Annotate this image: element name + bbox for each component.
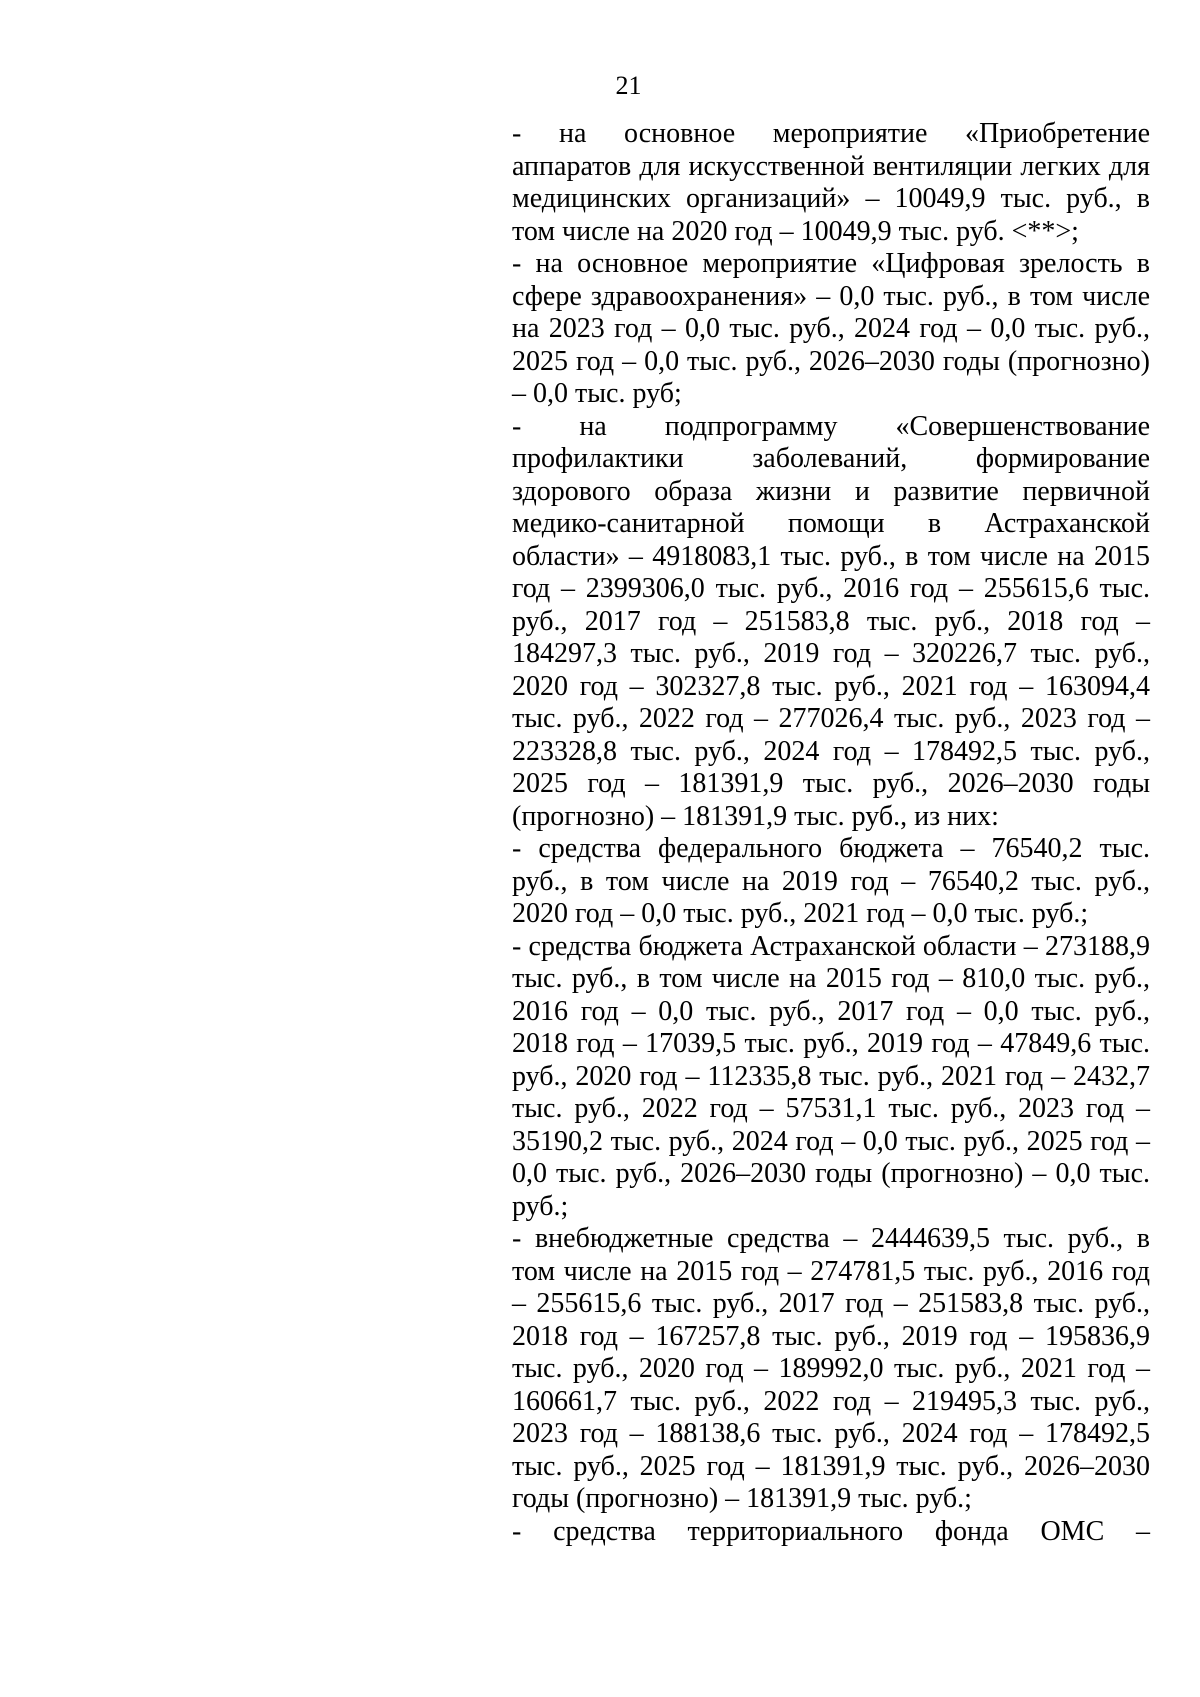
paragraph-federal-budget: - средства федерального бюджета – 76540,2 тыс. руб., в том числе на 2019 год – 76540,2 тыс. руб., 2020 год – 0,0 тыс. руб., 2021 год – 0,0 тыс. руб.; (512, 833, 1150, 929)
document-body (512, 118, 1150, 1548)
paragraph-digital-maturity: - на основное мероприятие «Цифровая зрелость в сфере здравоохранения» – 0,0 тыс. руб., в том числе на 2023 год – 0,0 тыс. руб., 2024 год – 0,0 тыс. руб., 2025 год – 0,0 тыс. руб., 2026–2030 годы (прогнозно) – 0,0 тыс. руб; (512, 248, 1150, 409)
paragraph-regional-budget: - средства бюджета Астраханской области – 273188,9 тыс. руб., в том числе на 2015 год – 810,0 тыс. руб., 2016 год – 0,0 тыс. руб., 2017 год – 0,0 тыс. руб., 2018 год – 17039,5 тыс. руб., 2019 год – 47849,6 тыс. руб., 2020 год – 112335,8 тыс. руб., 2021 год – 2432,7 тыс. руб., 2022 год – 57531,1 тыс. руб., 2023 год – 35190,2 тыс. руб., 2024 год – 0,0 тыс. руб., 2025 год – 0,0 тыс. руб., 2026–2030 годы (прогнозно) – 0,0 тыс. руб.; (512, 930, 1150, 1222)
paragraph-ventilators: - на основное мероприятие «Приобретение аппаратов для искусственной вентиляции легких для медицинских организаций» – 10049,9 тыс. руб., в том числе на 2020 год – 10049,9 тыс. руб. <**>; (512, 118, 1150, 247)
paragraph-territorial-fund: - средства территориального фонда ОМС – (512, 1515, 1150, 1547)
paragraph-extrabudgetary: - внебюджетные средства – 2444639,5 тыс. руб., в том числе на 2015 год – 274781,5 тыс. руб., 2016 год – 255615,6 тыс. руб., 2017 год – 251583,8 тыс. руб., 2018 год – 167257,8 тыс. руб., 2019 год – 195836,9 тыс. руб., 2020 год – 189992,0 тыс. руб., 2021 год – 160661,7 тыс. руб., 2022 год – 219495,3 тыс. руб., 2023 год – 188138,6 тыс. руб., 2024 год – 178492,5 тыс. руб., 2025 год – 181391,9 тыс. руб., 2026–2030 годы (прогнозно) – 181391,9 тыс. руб.; (512, 1223, 1150, 1514)
paragraph-subprogram-prevention: - на подпрограмму «Совершенствование профилактики заболеваний, формирование здорового образа жизни и развитие первичной медико-санитарной помощи в Астраханской области» – 4918083,1 тыс. руб., в том числе на 2015 год – 2399306,0 тыс. руб., 2016 год – 255615,6 тыс. руб., 2017 год – 251583,8 тыс. руб., 2018 год – 184297,3 тыс. руб., 2019 год – 320226,7 тыс. руб., 2020 год – 302327,8 тыс. руб., 2021 год – 163094,4 тыс. руб., 2022 год – 277026,4 тыс. руб., 2023 год – 223328,8 тыс. руб., 2024 год – 178492,5 тыс. руб., 2025 год – 181391,9 тыс. руб., 2026–2030 годы (прогнозно) – 181391,9 тыс. руб., из них: (512, 410, 1150, 832)
page-number: 21 (615, 71, 642, 100)
